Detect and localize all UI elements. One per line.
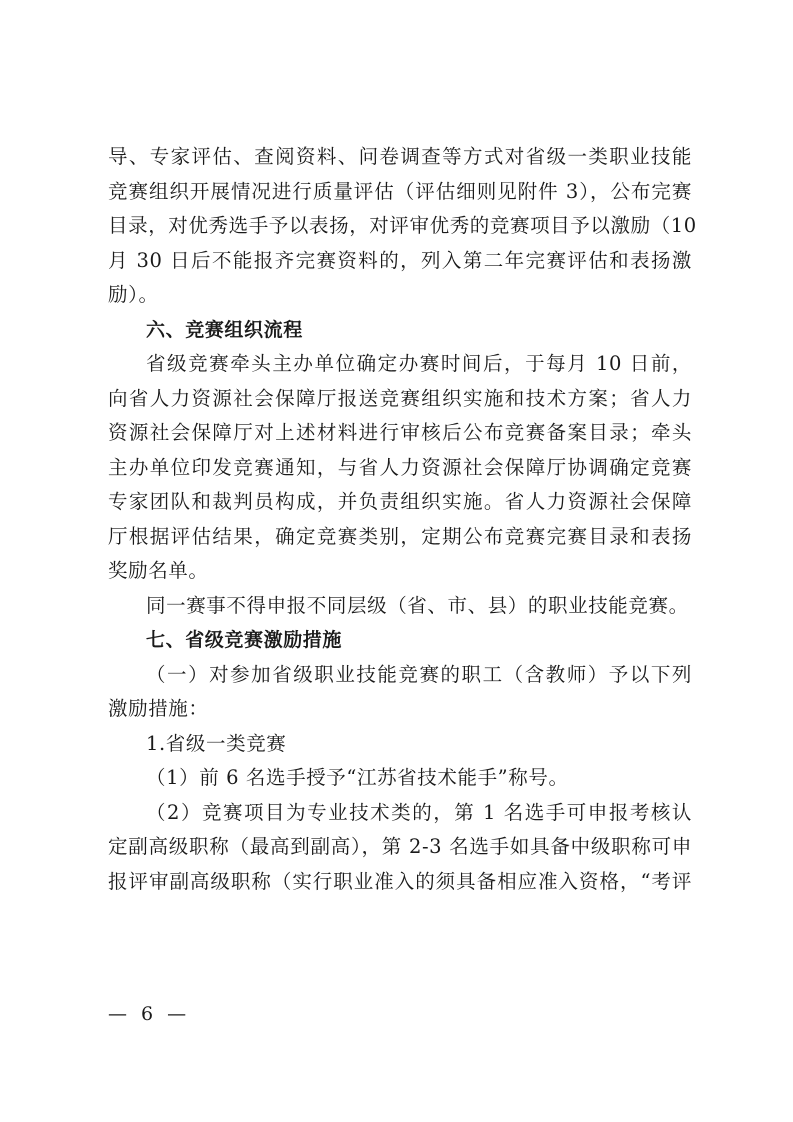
text-line: 向省人力资源社会保障厅报送竞赛组织实施和技术方案；省人力	[108, 386, 692, 410]
text-line: 目录，对优秀选手予以表扬，对评审优秀的竞赛项目予以激励（10	[108, 214, 697, 237]
text-line: 定副高级职称（最高到副高），第 2-3 名选手如具备中级职称可申	[108, 835, 692, 858]
text-line: 报评审副高级职称（实行职业准入的须具备相应准入资格，“考评	[108, 869, 692, 893]
text-line: （一）对参加省级职业技能竞赛的职工（含教师）予以下列	[146, 662, 692, 686]
text-line: 主办单位印发竞赛通知，与省人力资源社会保障厅协调确定竞赛	[108, 455, 692, 479]
text-line: 竞赛组织开展情况进行质量评估（评估细则见附件 3），公布完赛	[108, 179, 692, 203]
text-line: （2）竞赛项目为专业技术类的，第 1 名选手可申报考核认	[146, 800, 692, 824]
text-line: 奖励名单。	[108, 559, 209, 582]
section-heading: 七、省级竞赛激励措施	[146, 629, 343, 651]
text-line: 月 30 日后不能报齐完赛资料的，列入第二年完赛评估和表扬激	[108, 248, 692, 272]
text-line: （1）前 6 名选手授予“江苏省技术能手”称号。	[146, 766, 569, 789]
text-line: 同一赛事不得申报不同层级（省、市、县）的职业技能竞赛。	[146, 593, 689, 617]
text-line: 省级竞赛牵头主办单位确定办赛时间后，于每月 10 日前，	[146, 352, 692, 375]
text-line: 导、专家评估、查阅资料、问卷调查等方式对省级一类职业技能	[108, 145, 692, 168]
text-line: 专家团队和裁判员构成，并负责组织实施。省人力资源社会保障	[108, 490, 692, 513]
page-number: — 6 —	[108, 1003, 191, 1025]
subsection-heading: 1.省级一类竞赛	[146, 731, 287, 755]
text-line: 厅根据评估结果，确定竞赛类别，定期公布竞赛完赛目录和表扬	[108, 524, 692, 548]
text-line: 资源社会保障厅对上述材料进行审核后公布竞赛备案目录；牵头	[108, 421, 692, 444]
text-line: 励）。	[108, 283, 159, 306]
text-line: 激励措施：	[108, 697, 209, 720]
body-text	[108, 140, 697, 899]
section-heading: 六、竞赛组织流程	[146, 318, 303, 341]
